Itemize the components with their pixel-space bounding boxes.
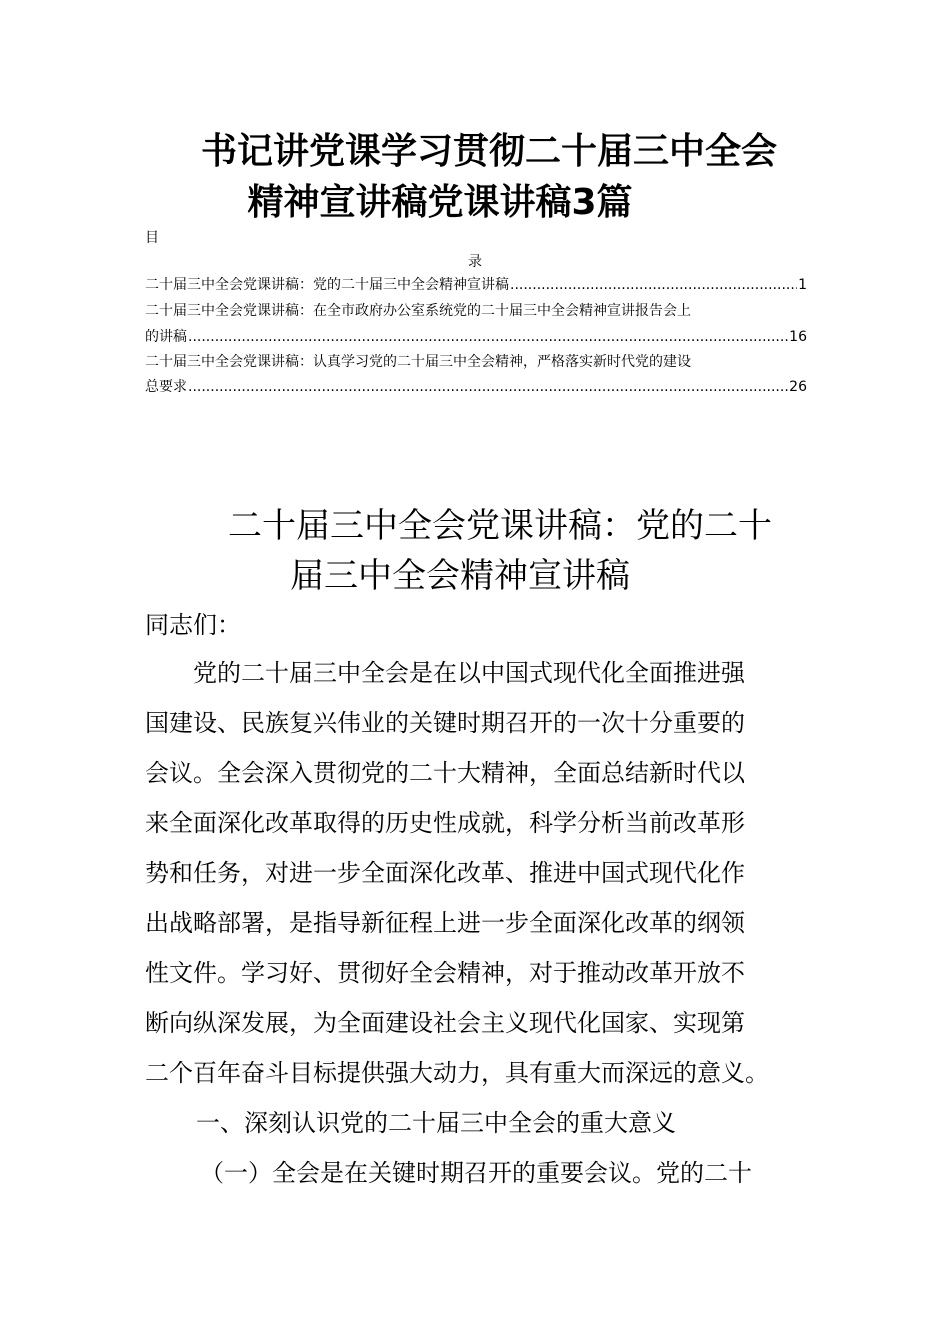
- toc-leader-dots: [510, 272, 797, 298]
- toc-entry-page: 26: [789, 379, 807, 395]
- subheading-line: （一）全会是在关键时期召开的重要会议。党的二十: [200, 1159, 752, 1187]
- toc-entry-2-line-1[interactable]: 二十届三中全会党课讲稿：在全市政府办公室系统党的二十届三中全会精神宣讲报告会上: [145, 303, 691, 319]
- toc-entry-text: 总要求: [145, 379, 187, 395]
- toc-entry-text: 二十届三中全会党课讲稿：党的二十届三中全会精神宣讲稿: [145, 277, 509, 293]
- paragraph-line: 二个百年奋斗目标提供强大动力，具有重大而深远的意义。: [145, 1059, 769, 1087]
- paragraph-line: 势和任务，对进一步全面深化改革、推进中国式现代化作: [145, 859, 745, 887]
- paragraph-line: 会议。全会深入贯彻党的二十大精神，全面总结新时代以: [145, 759, 745, 787]
- greeting: 同志们：: [145, 611, 241, 639]
- paragraph-line: 性文件。学习好、贯彻好全会精神，对于推动改革开放不: [145, 959, 745, 987]
- paragraph-line: 断向纵深发展，为全面建设社会主义现代化国家、实现第: [145, 1009, 745, 1037]
- toc-entry-3-line-1[interactable]: 二十届三中全会党课讲稿：认真学习党的二十届三中全会精神，严格落实新时代党的建设: [145, 354, 691, 370]
- document-title-line-1: 书记讲党课学习贯彻二十届三中全会: [200, 131, 777, 172]
- toc-entry-2[interactable]: [145, 324, 807, 350]
- document-title-line-2: 精神宣讲稿党课讲稿3篇: [247, 182, 633, 223]
- section-title-line-1: 二十届三中全会党课讲稿：党的二十: [228, 506, 772, 546]
- toc-entry-page: 16: [789, 329, 807, 345]
- paragraph-line: 来全面深化改革取得的历史性成就，科学分析当前改革形: [145, 809, 745, 837]
- toc-entry-page: 1: [798, 277, 807, 293]
- toc-entry-1[interactable]: [145, 272, 807, 298]
- paragraph-line: 党的二十届三中全会是在以中国式现代化全面推进强: [145, 659, 745, 687]
- toc-leader-dots: [188, 324, 788, 350]
- section-title-line-2: 届三中全会精神宣讲稿: [290, 556, 630, 596]
- toc-label-lu: 录: [468, 254, 482, 270]
- toc-entry-3[interactable]: [145, 374, 807, 400]
- paragraph-line: 出战略部署，是指导新征程上进一步全面深化改革的纲领: [145, 909, 745, 937]
- paragraph-line: 国建设、民族复兴伟业的关键时期召开的一次十分重要的: [145, 709, 745, 737]
- toc-entry-text: 的讲稿: [145, 329, 187, 345]
- toc-label-mu: 目: [145, 230, 159, 246]
- heading-level-1: 一、深刻认识党的二十届三中全会的重大意义: [196, 1109, 676, 1137]
- toc-leader-dots: [188, 374, 788, 400]
